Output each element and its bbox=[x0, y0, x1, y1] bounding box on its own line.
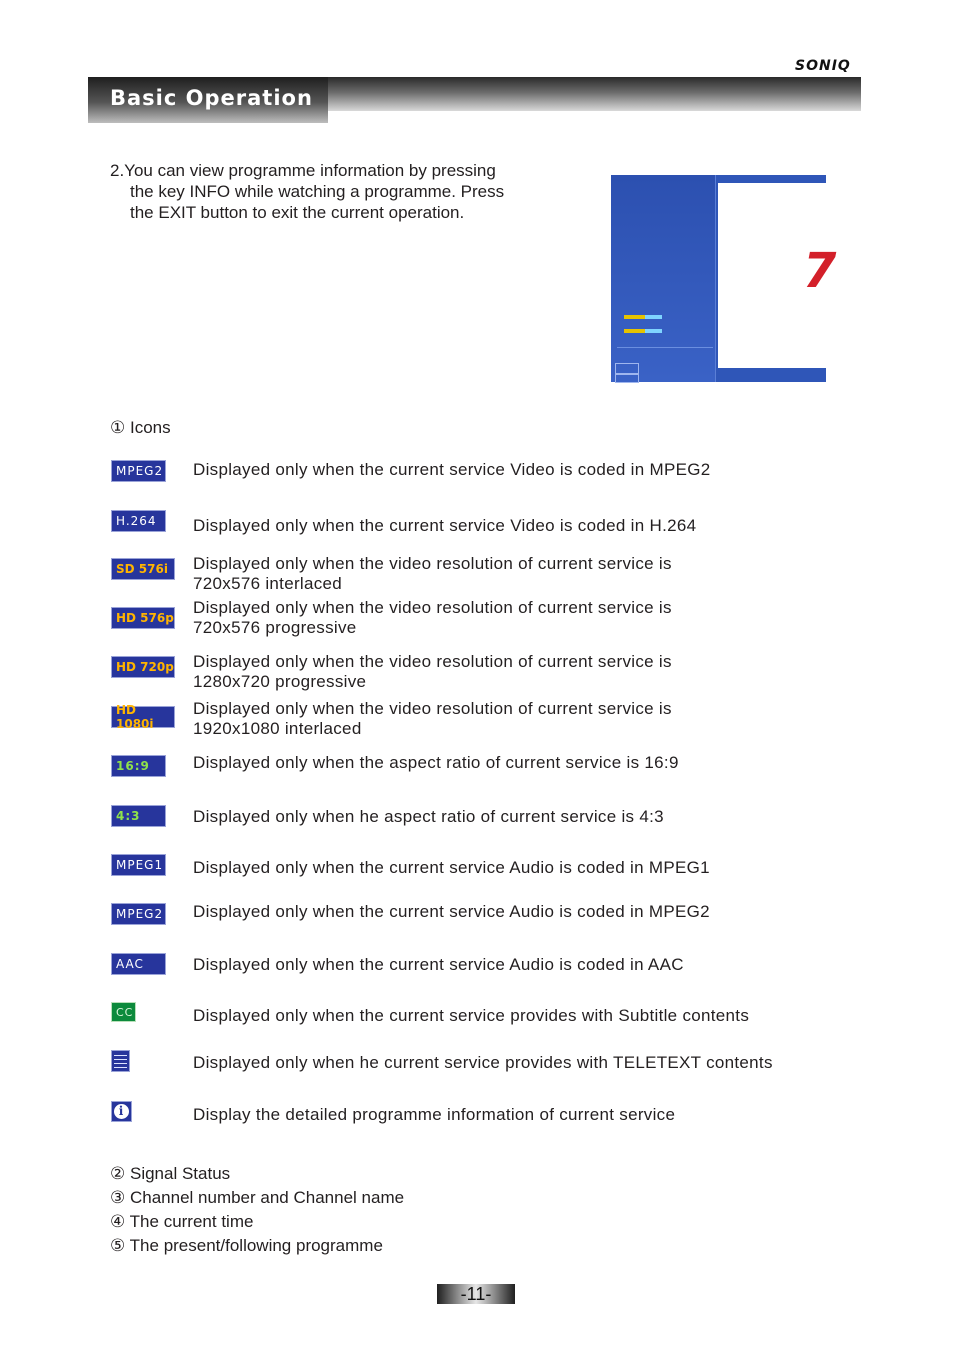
circled-number-2: ② bbox=[110, 1164, 126, 1184]
hd-720p-desc bbox=[193, 652, 853, 692]
status-label: Channel number and Channel name bbox=[129, 1188, 405, 1207]
desc-line: Displayed only when the current service provides with Subtitle contents bbox=[193, 1006, 750, 1025]
desc-line: Displayed only when the current service Audio is coded in MPEG2 bbox=[193, 902, 710, 921]
mpeg2-video-desc bbox=[193, 460, 853, 480]
desc-line: Displayed only when the current service Audio is coded in MPEG1 bbox=[193, 858, 710, 877]
desc-line: Displayed only when the current service Video is coded in MPEG2 bbox=[193, 460, 711, 479]
intro-line-2: the key INFO while watching a programme. Press bbox=[130, 182, 505, 201]
status-list bbox=[110, 1162, 404, 1258]
info-panel bbox=[611, 175, 716, 382]
hd-720p-icon: HD 720p bbox=[111, 656, 175, 678]
desc-line: Displayed only when the current service Audio is coded in AAC bbox=[193, 955, 684, 974]
desc-line: Displayed only when the video resolution of current service is bbox=[193, 699, 672, 718]
status-item bbox=[110, 1186, 404, 1210]
mpeg2-audio-icon: MPEG2 bbox=[111, 903, 166, 925]
circled-number-1: ① bbox=[110, 418, 126, 438]
desc-line: Displayed only when he aspect ratio of current service is 4:3 bbox=[193, 807, 664, 826]
intro-line-3: the EXIT button to exit the current operation. bbox=[130, 203, 465, 222]
circled-number-3: ③ bbox=[110, 1188, 126, 1208]
tv-info-screenshot bbox=[611, 175, 837, 382]
h264-video-icon: H.264 bbox=[111, 510, 166, 532]
aspect-16-9-desc bbox=[193, 753, 853, 773]
circled-number-4: ④ bbox=[110, 1212, 126, 1232]
hd-576p-desc bbox=[193, 598, 853, 638]
desc-line: 720x576 interlaced bbox=[193, 574, 343, 593]
mpeg2-audio-desc bbox=[193, 902, 853, 922]
status-label: Signal Status bbox=[129, 1164, 231, 1183]
aspect-4-3-desc bbox=[193, 807, 853, 827]
brand-logo: SONIQ bbox=[795, 58, 851, 74]
signal-quality-bar bbox=[624, 329, 662, 333]
status-label: The present/following programme bbox=[129, 1236, 383, 1255]
hd-1080i-icon: HD 1080i bbox=[111, 706, 175, 728]
page-number: -11- bbox=[437, 1284, 515, 1304]
desc-line: 1920x1080 interlaced bbox=[193, 719, 362, 738]
desc-line: Displayed only when the video resolution of current service is bbox=[193, 598, 672, 617]
teletext-icon bbox=[111, 1050, 130, 1072]
circled-number-5: ⑤ bbox=[110, 1236, 126, 1256]
desc-line: 720x576 progressive bbox=[193, 618, 357, 637]
channel-logo: 7 bbox=[803, 243, 837, 299]
subtitle-desc bbox=[193, 1006, 853, 1026]
intro-line-1: 2.You can view programme information by pressing bbox=[110, 161, 496, 180]
status-label: The current time bbox=[129, 1212, 254, 1231]
status-item bbox=[110, 1210, 404, 1234]
status-item bbox=[110, 1234, 404, 1258]
hd-576p-icon: HD 576p bbox=[111, 607, 175, 629]
sd-576i-icon: SD 576i bbox=[111, 558, 175, 580]
teletext-desc bbox=[193, 1053, 853, 1073]
subtitle-cc-icon: CC bbox=[111, 1002, 136, 1022]
info-glyph: i bbox=[114, 1104, 129, 1119]
desc-line: Displayed only when the video resolution of current service is bbox=[193, 554, 672, 573]
desc-line: Displayed only when he current service provides with TELETEXT contents bbox=[193, 1053, 773, 1072]
icons-heading bbox=[110, 418, 171, 438]
panel-button-arrow bbox=[615, 374, 639, 383]
page-title: Basic Operation bbox=[110, 86, 313, 110]
info-icon bbox=[111, 1101, 132, 1122]
panel-button bbox=[615, 363, 639, 374]
desc-line: Display the detailed programme information of current service bbox=[193, 1105, 676, 1124]
intro-paragraph bbox=[110, 160, 580, 223]
signal-strength-bar bbox=[624, 315, 662, 319]
icons-heading-label: Icons bbox=[129, 418, 171, 437]
mpeg1-audio-icon: MPEG1 bbox=[111, 854, 166, 876]
desc-line: Displayed only when the video resolution of current service is bbox=[193, 652, 672, 671]
info-desc bbox=[193, 1105, 853, 1125]
mpeg2-video-icon: MPEG2 bbox=[111, 460, 166, 482]
desc-line: 1280x720 progressive bbox=[193, 672, 367, 691]
mpeg1-audio-desc bbox=[193, 858, 853, 878]
desc-line: Displayed only when the aspect ratio of current service is 16:9 bbox=[193, 753, 679, 772]
sd-576i-desc bbox=[193, 554, 853, 594]
desc-line: Displayed only when the current service Video is coded in H.264 bbox=[193, 516, 697, 535]
hd-1080i-desc bbox=[193, 699, 853, 739]
aac-audio-icon: AAC bbox=[111, 953, 166, 975]
aspect-16-9-icon: 16:9 bbox=[111, 755, 166, 777]
aspect-4-3-icon: 4:3 bbox=[111, 805, 166, 827]
aac-audio-desc bbox=[193, 955, 853, 975]
status-item bbox=[110, 1162, 404, 1186]
panel-divider bbox=[617, 347, 713, 348]
h264-video-desc bbox=[193, 516, 853, 536]
